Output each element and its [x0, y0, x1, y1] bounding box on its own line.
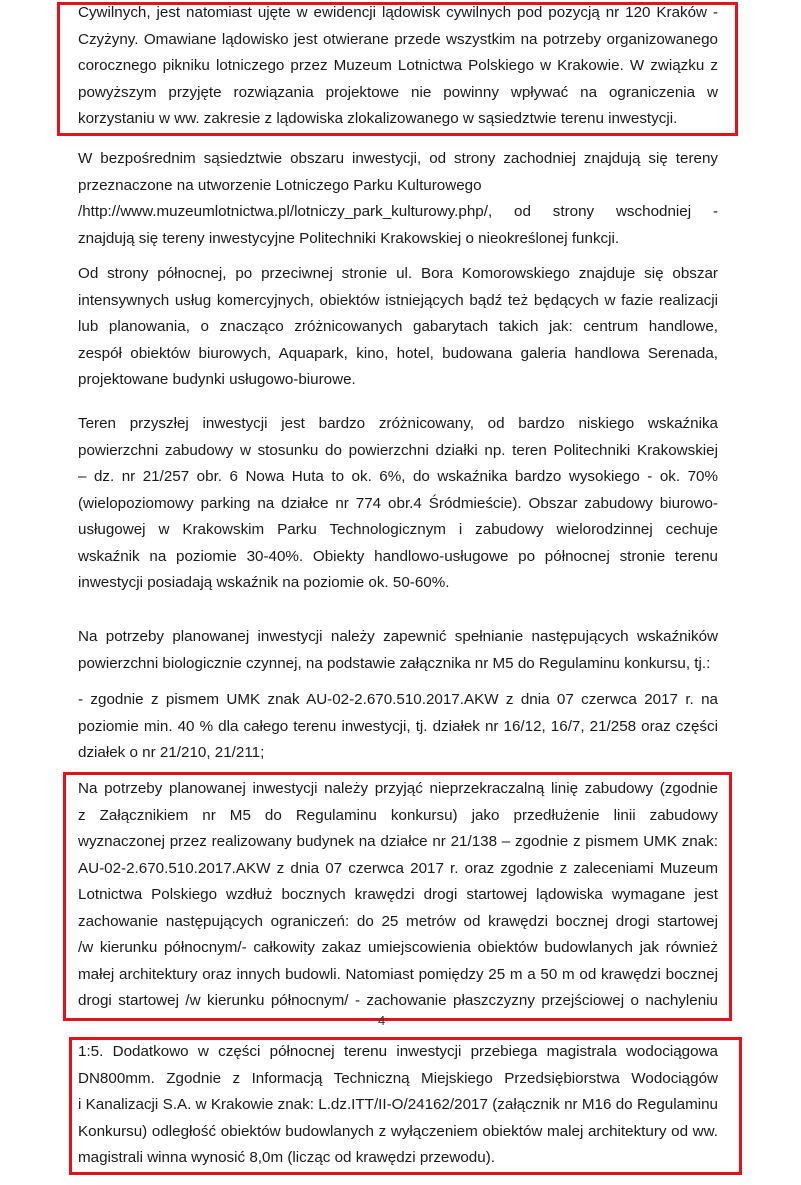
- text-line: Od strony północnej, po przeciwnej stronie ul. Bora Komorowskiego znajduje się obszar: [78, 265, 718, 282]
- text-line: - zgodnie z pismem UMK znak AU-02-2.670.510.2017.AKW z dnia 07 czerwca 2017 r. na: [78, 691, 718, 708]
- text-line: lub planowania, o znacząco zróżnicowanych gabarytach takich jak: centrum handlowe,: [78, 318, 718, 335]
- page-number: 4: [378, 1013, 386, 1028]
- text-line: inwestycji posiadają wskaźnik na poziomie ok. 50-60%.: [78, 574, 450, 591]
- text-line: przeznaczone na utworzenie Lotniczego Parku Kulturowego: [78, 176, 482, 194]
- text-line: działek o nr 21/210, 21/211;: [78, 744, 265, 761]
- paragraph-1: [78, 0, 718, 133]
- text-line: 1:5. Dodatkowo w części północnej terenu inwestycji przebiega magistrala wodociągowa: [78, 1043, 718, 1060]
- text-line: drogi startowej /w kierunku północnym/ - zachowanie płaszczyzny przejściowej o nachyleniu: [78, 992, 718, 1009]
- text-line: wskaźnik na poziomie 30-40%. Obiekty handlowo-usługowe po północnej stronie terenu: [78, 547, 718, 565]
- paragraph-5: [78, 624, 718, 677]
- text-line: powierzchni biologicznie czynnej, na podstawie załącznika nr M5 do Regulaminu konkursu, tj.:: [78, 654, 711, 672]
- text-line: intensywnych usług komercyjnych, obiektów istniejących bądź też będących w fazie realizacji: [78, 291, 718, 309]
- text-line: corocznego pikniku lotniczego przez Muzeum Lotnictwa Polskiego w Krakowie. W związku z: [78, 57, 718, 74]
- text-line: (wielopoziomowy parking na działce nr 774 obr.4 Śródmieście). Obszar zabudowy biurowo-: [78, 494, 718, 512]
- text-line: wyznaczonej przez realizowany budynek na działce nr 21/138 – zgodnie z pismem UMK znak:: [78, 833, 718, 850]
- text-line: powierzchni zabudowy w stosunku do powierzchni działki np. teren Politechniki Krakowskiej: [78, 441, 718, 459]
- text-line: Czyżyny. Omawiane lądowisko jest otwierane przede wszystkim na potrzeby organizowanego: [78, 30, 718, 48]
- text-line: AU-02-2.670.510.2017.AKW z dnia 07 czerwca 2017 r. oraz zgodnie z zaleceniami Muzeum: [78, 859, 718, 877]
- text-line: Na potrzeby planowanej inwestycji należy zapewnić spełnianie następujących wskaźników: [78, 628, 718, 645]
- text-line: Teren przyszłej inwestycji jest bardzo zróżnicowany, od bardzo niskiego wskaźnika: [78, 415, 718, 432]
- text-line: magistrali winna wynosić 8,0m (licząc od krawędzi przewodu).: [78, 1149, 495, 1166]
- text-line: – dz. nr 21/257 obr. 6 Nowa Huta to ok. 6%, do wskaźnika bardzo wysokiego - ok. 70%: [78, 468, 718, 485]
- text-line: usługowej w Krakowskim Parku Technologicznym i zabudowy wielorodzinnej cechuje: [78, 521, 718, 538]
- text-line: /http://www.muzeumlotnictwa.pl/lotniczy_park_kulturowy.php/, od strony wschodniej -: [78, 203, 718, 220]
- text-line: /w kierunku północnym/- całkowity zakaz umiejscowienia obiektów budowlanych jak również: [78, 939, 718, 956]
- text-line: powyższym przyjęte rozwiązania projektowe nie powinny wpływać na ograniczenia w: [78, 83, 718, 101]
- text-line: korzystaniu w ww. zakresie z lądowiska zlokalizowanego w sąsiedztwie terenu inwestycji.: [78, 110, 678, 127]
- text-line: W bezpośrednim sąsiedztwie obszaru inwestycji, od strony zachodniej znajdują się tereny: [78, 150, 718, 167]
- text-line: z Załącznikiem nr M5 do Regulaminu konkursu) jako przedłużenie linii zabudowy: [78, 806, 718, 824]
- text-line: zespół obiektów biurowych, Aquapark, kino, hotel, budowana galeria handlowa Serenada,: [78, 344, 718, 362]
- text-line: Na potrzeby planowanej inwestycji należy przyjąć nieprzekraczalną linię zabudowy (zgodnie: [78, 780, 718, 797]
- text-line: znajdują się tereny inwestycyjne Politechniki Krakowskiej o nieokreślonej funkcji.: [78, 229, 620, 247]
- paragraph-8: [78, 1039, 718, 1172]
- text-line: i Kanalizacji S.A. w Krakowie znak: L.dz.ITT/II-O/24162/2017 (załącznik nr M16 do Regulaminu: [78, 1096, 718, 1113]
- paragraph-2: [78, 146, 718, 252]
- paragraph-4: [78, 411, 718, 597]
- text-line: małej architektury oraz innych budowli. Natomiast pomiędzy 25 m a 50 m od krawędzi bocznej: [78, 965, 718, 983]
- text-line: Konkursu) odległość obiektów budowlanych z wyłączeniem obiektów malej architektury od ww.: [78, 1122, 718, 1140]
- text-line: Lotnictwa Polskiego wzdłuż bocznych krawędzi drogi startowej lądowiska wymagane jest: [78, 886, 718, 903]
- text-line: poziomie min. 40 % dla całego terenu inwestycji, tj. działek nr 16/12, 16/7, 21/258 oraz części: [78, 717, 718, 735]
- text-line: zachowanie następujących ograniczeń: do 25 metrów od krawędzi bocznej drogi startowej: [78, 912, 718, 930]
- text-line: projektowane budynki usługowo-biurowe.: [78, 371, 356, 388]
- paragraph-3: [78, 261, 718, 394]
- text-line: Cywilnych, jest natomiast ujęte w ewidencji lądowisk cywilnych pod pozycją nr 120 Kraków -: [78, 4, 718, 21]
- text-line: DN800mm. Zgodnie z Informacją Techniczną Miejskiego Przedsiębiorstwa Wodociągów: [78, 1069, 718, 1087]
- paragraph-6: [78, 687, 718, 767]
- paragraph-7: [78, 776, 718, 1015]
